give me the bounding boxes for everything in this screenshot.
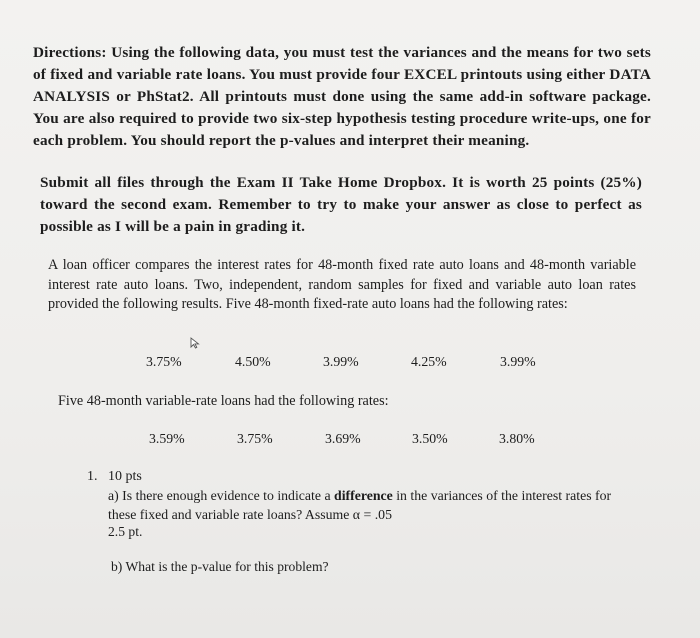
submission-paragraph: Submit all files through the Exam II Take Home Dropbox. It is worth 25 points (25%) toward the second exam. Remember to try to make your answer as close to perfect as possible as I will be a pain in grading it. — [40, 174, 642, 235]
part-a-text-start: a) Is there enough evidence to indicate a — [108, 488, 335, 503]
part-a-text-end: in the variances of the interest rates for these fixed and variable rate loans? Assume α = .05 — [108, 488, 612, 522]
variable-rate-value: 3.80% — [499, 431, 535, 446]
question-number: 1. — [87, 469, 98, 484]
fixed-rate-value: 3.99% — [500, 354, 536, 369]
loan-intro-paragraph: A loan officer compares the interest rates for 48-month fixed rate auto loans and 48-month variable interest rate auto loans. Two, independent, random samples for fixed and variable auto loan rates provided the following results. Five 48-month fixed-rate auto loans had the following rates: — [48, 257, 636, 312]
variable-rates-intro: Five 48-month variable-rate loans had the following rates: — [58, 393, 389, 409]
directions-paragraph: Directions: Using the following data, you must test the variances and the means for two sets of fixed and variable rate loans. You must provide four EXCEL printouts using either DATA ANALYSIS or PhStat2. All printouts must done using the same add-in software package. You are also required to provide two six-step hypothesis testing procedure write-ups, one for each problem. You should report the p-values and interpret their meaning. — [33, 44, 651, 149]
variable-rate-value: 3.75% — [237, 431, 273, 446]
question-points: 10 pts — [108, 469, 142, 484]
fixed-rates-row — [0, 354, 700, 374]
fixed-rate-value: 4.25% — [411, 354, 447, 369]
question-part-a — [108, 486, 636, 524]
variable-rate-value: 3.59% — [149, 431, 185, 446]
variable-rate-value: 3.69% — [325, 431, 361, 446]
fixed-rate-value: 3.99% — [323, 354, 359, 369]
fixed-rate-value: 4.50% — [235, 354, 271, 369]
variable-rates-row — [0, 431, 700, 451]
variable-rate-value: 3.50% — [412, 431, 448, 446]
part-a-points: 2.5 pt. — [108, 524, 143, 539]
mouse-cursor-icon — [190, 337, 200, 349]
question-part-b: b) What is the p-value for this problem? — [111, 559, 329, 574]
part-a-emphasis: difference — [334, 488, 393, 503]
fixed-rate-value: 3.75% — [146, 354, 182, 369]
